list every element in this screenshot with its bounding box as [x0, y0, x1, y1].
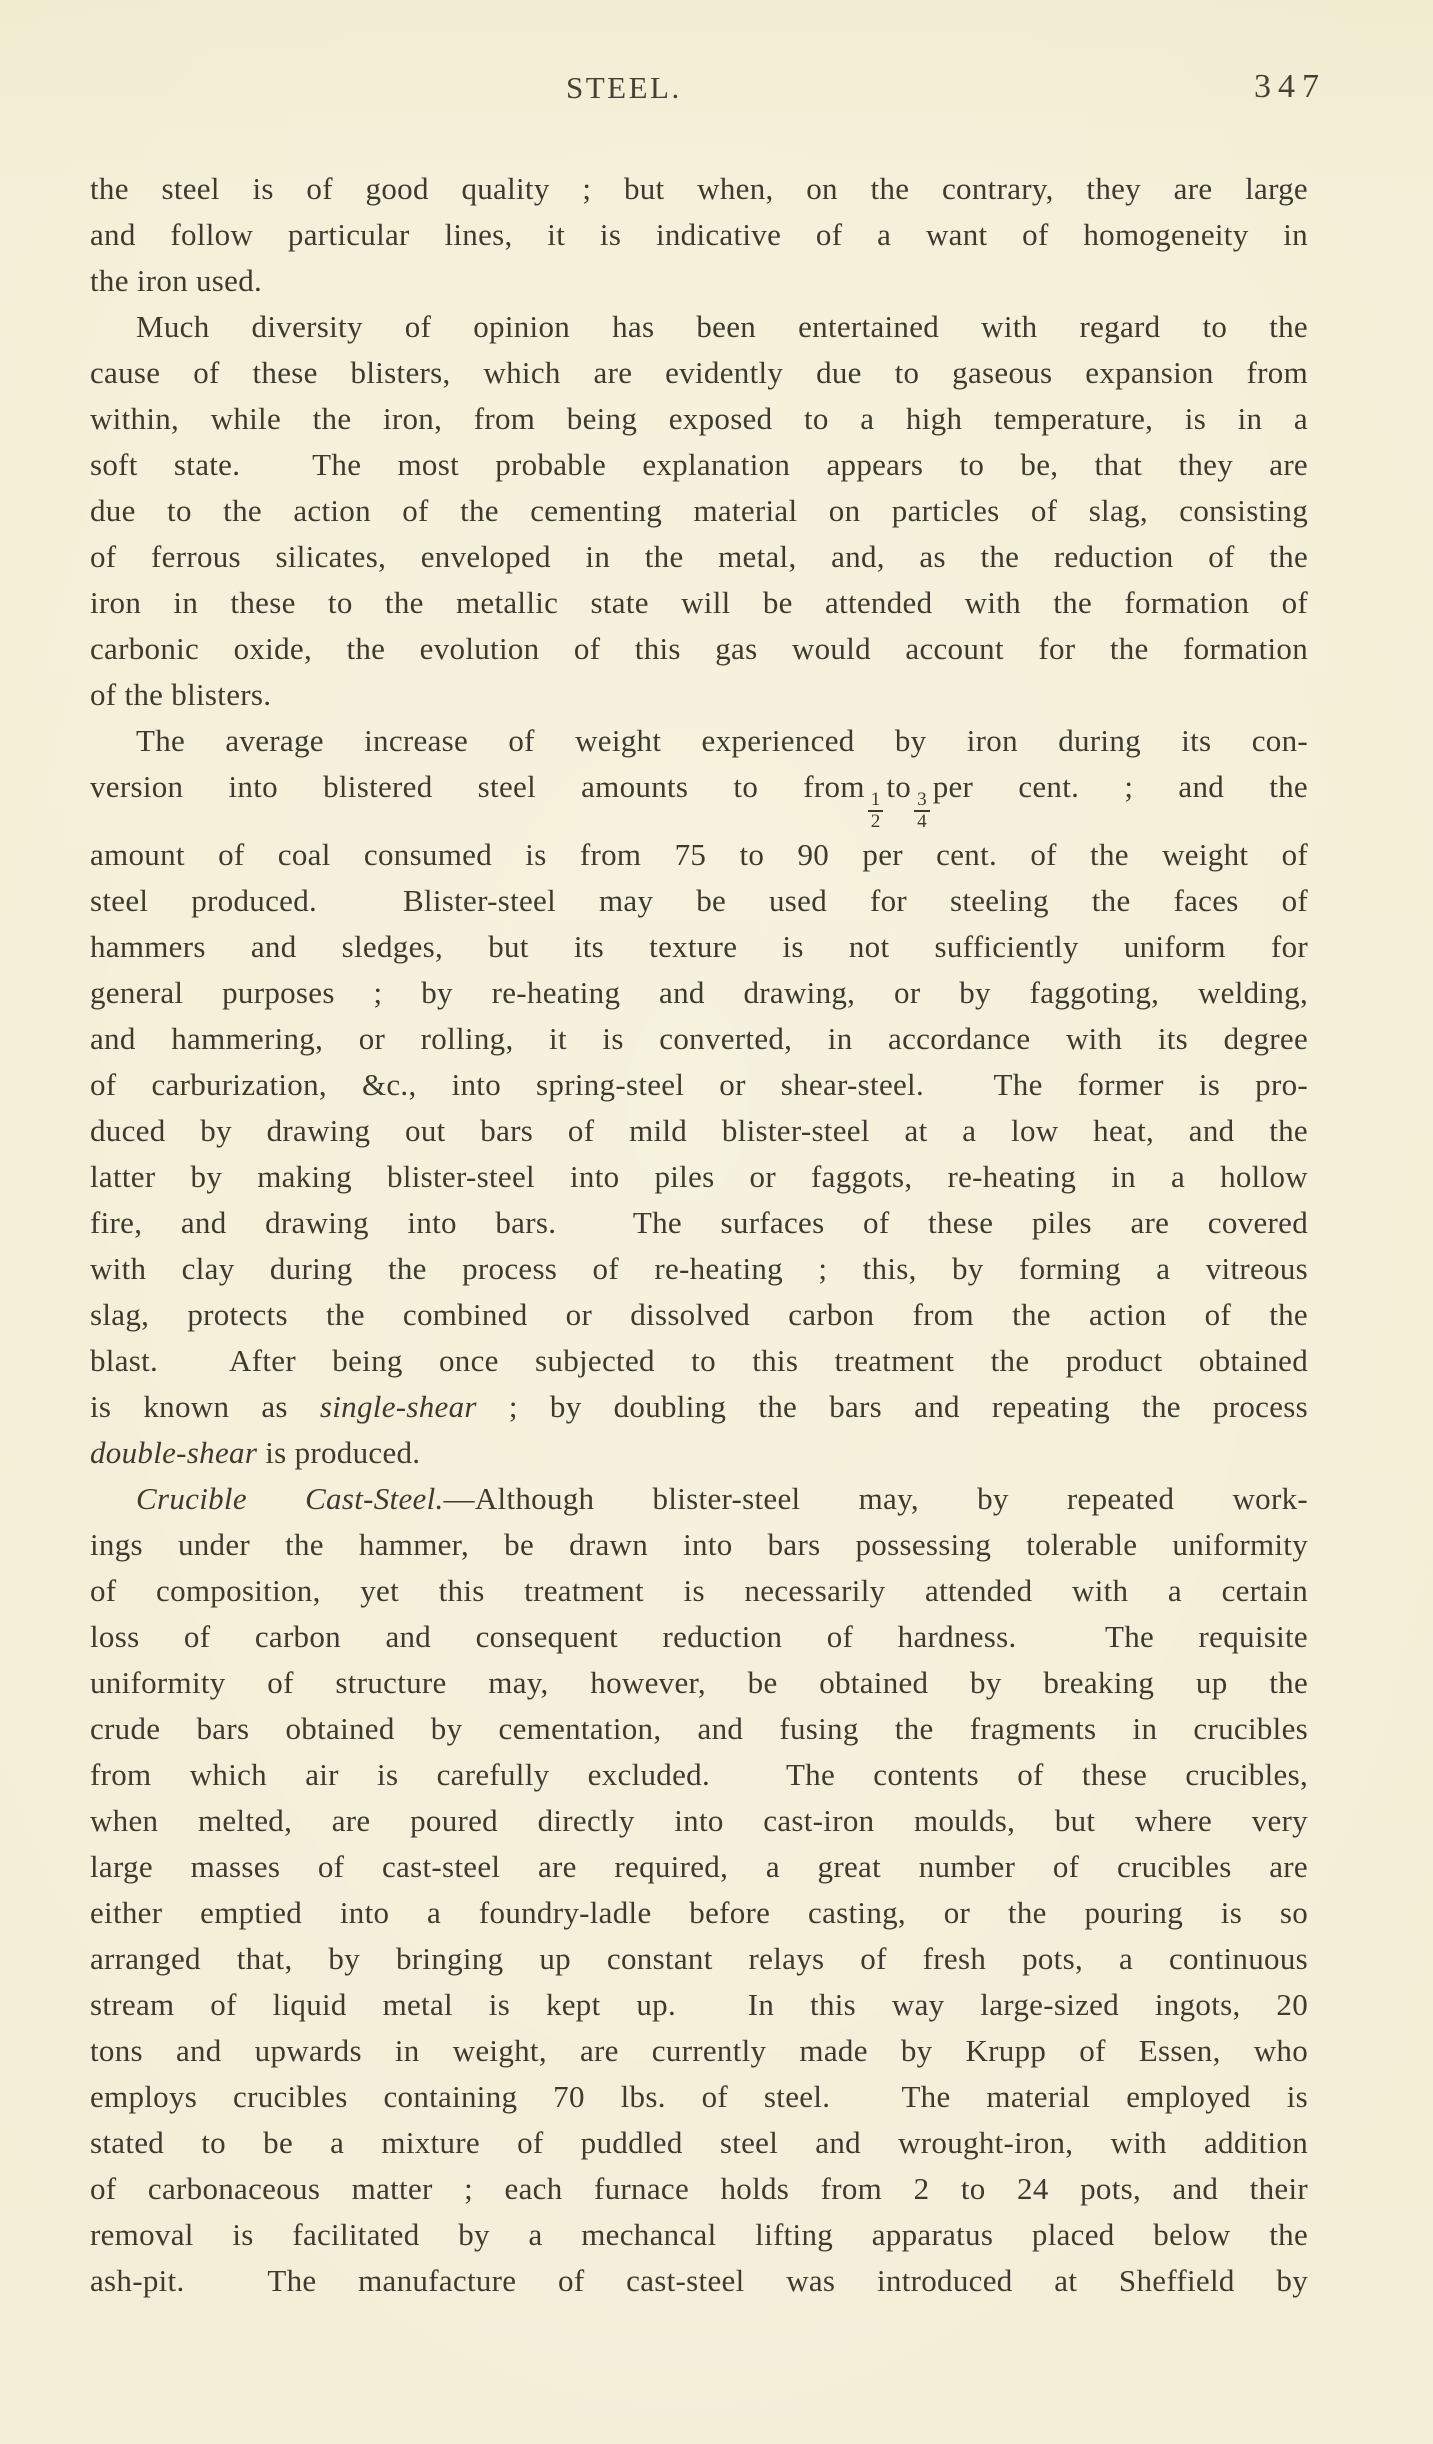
text-segment: large masses of cast-steel are required, a great number of crucibles are — [90, 1849, 1308, 1885]
text-segment: soft state. The most probable explanation appears to be, that they are — [90, 447, 1308, 482]
italic-text: double-shear — [90, 1435, 258, 1471]
text-segment: stream of liquid metal is kept up. In this way large-sized ingots, 20 — [90, 1987, 1308, 2023]
text-segment: and follow particular lines, it is indicative of a want of homogeneity in — [90, 217, 1308, 252]
stacked-fraction: $\frac{1}{2}$ — [868, 790, 884, 832]
text-segment: with clay during the process of re-heating ; this, by forming a vitreous — [90, 1251, 1308, 1287]
text-line — [90, 1706, 1308, 1752]
text-line — [90, 1844, 1308, 1890]
text-segment: of carbonaceous matter ; each furnace holds from 2 to 24 pots, and their — [90, 2171, 1308, 2207]
text-line — [90, 2028, 1308, 2074]
text-segment: to — [886, 769, 912, 804]
text-segment: Much diversity of opinion has been entertained with regard to the — [136, 309, 1308, 344]
text-line — [90, 350, 1308, 396]
text-line — [90, 1062, 1308, 1108]
body-text — [90, 166, 1308, 2304]
text-segment: crude bars obtained by cementation, and fusing the fragments in crucibles — [90, 1711, 1308, 1747]
text-segment: of carburization, &c., into spring-steel or shear-steel. The former is pro- — [90, 1067, 1308, 1103]
text-segment: stated to be a mixture of puddled steel and wrought-iron, with addition — [90, 2125, 1308, 2161]
text-segment: slag, protects the combined or dissolved carbon from the action of the — [90, 1297, 1308, 1333]
text-segment: from which air is carefully excluded. The contents of these crucibles, — [90, 1757, 1308, 1793]
text-segment: of ferrous silicates, enveloped in the metal, and, as the reduction of the — [90, 539, 1308, 574]
text-line — [90, 304, 1308, 350]
text-line — [90, 1660, 1308, 1706]
text-line — [90, 442, 1308, 488]
text-segment: loss of carbon and consequent reduction of hardness. The requisite — [90, 1619, 1308, 1655]
text-line — [90, 1476, 1308, 1522]
text-segment: the steel is of good quality ; but when, on the contrary, they are large — [90, 171, 1308, 206]
text-segment: of composition, yet this treatment is necessarily attended with a certain — [90, 1573, 1308, 1609]
text-segment: version into blistered steel amounts to from — [90, 769, 865, 804]
text-segment: when melted, are poured directly into cast-iron moulds, but where very — [90, 1803, 1308, 1839]
text-line — [90, 212, 1308, 258]
text-segment: steel produced. Blister-steel may be used for steeling the faces of — [90, 883, 1308, 919]
text-line — [90, 534, 1308, 580]
text-segment: removal is facilitated by a mechancal lifting apparatus placed below the — [90, 2217, 1308, 2253]
text-segment: within, while the iron, from being exposed to a high temperature, is in a — [90, 401, 1308, 436]
text-segment: employs crucibles containing 70 lbs. of steel. The material employed is — [90, 2079, 1308, 2115]
text-segment: iron in these to the metallic state will be attended with the formation of — [90, 585, 1308, 620]
text-line — [90, 764, 1308, 832]
text-segment: and hammering, or rolling, it is converted, in accordance with its degree — [90, 1021, 1308, 1057]
paragraph — [90, 1476, 1308, 2304]
text-line — [90, 580, 1308, 626]
text-line — [90, 1890, 1308, 1936]
text-segment: amount of coal consumed is from 75 to 90 per cent. of the weight of — [90, 837, 1308, 873]
text-segment: —Although blister-steel may, by repeated work- — [443, 1481, 1308, 1517]
text-segment: is known as — [90, 1389, 320, 1425]
text-line — [90, 1200, 1308, 1246]
text-line — [90, 1522, 1308, 1568]
text-segment: uniformity of structure may, however, be obtained by breaking up the — [90, 1665, 1308, 1701]
text-line — [90, 1338, 1308, 1384]
text-segment: ; by doubling the bars and repeating the process — [476, 1389, 1308, 1425]
paragraph — [90, 304, 1308, 718]
text-segment: hammers and sledges, but its texture is not sufficiently uniform for — [90, 929, 1308, 965]
text-segment: per cent. ; and the — [932, 769, 1308, 804]
text-line — [90, 1108, 1308, 1154]
text-line — [90, 166, 1308, 212]
text-line — [90, 2212, 1308, 2258]
text-segment: The average increase of weight experienced by iron during its con- — [136, 723, 1308, 758]
text-line — [90, 1982, 1308, 2028]
text-line — [90, 832, 1308, 878]
text-segment: duced by drawing out bars of mild blister-steel at a low heat, and the — [90, 1113, 1308, 1149]
text-line — [90, 1246, 1308, 1292]
text-line — [90, 1154, 1308, 1200]
text-line — [90, 2120, 1308, 2166]
text-segment: either emptied into a foundry-ladle before casting, or the pouring is so — [90, 1895, 1308, 1931]
text-line — [90, 1430, 1308, 1476]
text-line — [90, 970, 1308, 1016]
text-segment: the iron used. — [90, 263, 263, 298]
text-line — [90, 2166, 1308, 2212]
text-segment: latter by making blister-steel into piles or faggots, re-heating in a hollow — [90, 1159, 1308, 1195]
text-segment: arranged that, by bringing up constant relays of fresh pots, a continuous — [90, 1941, 1308, 1977]
paragraph — [90, 166, 1308, 304]
text-line — [90, 1614, 1308, 1660]
text-segment: ash-pit. The manufacture of cast-steel was introduced at Sheffield by — [90, 2263, 1308, 2299]
text-line — [90, 924, 1308, 970]
text-segment: is produced. — [257, 1435, 421, 1471]
text-line — [90, 1384, 1308, 1430]
text-segment: general purposes ; by re-heating and drawing, or by faggoting, welding, — [90, 975, 1308, 1011]
text-line — [90, 878, 1308, 924]
text-line — [90, 488, 1308, 534]
text-line — [90, 718, 1308, 764]
italic-text: single-shear — [319, 1389, 477, 1425]
running-header — [0, 70, 1433, 114]
text-segment: due to the action of the cementing material on particles of slag, consisting — [90, 493, 1308, 528]
paragraph — [90, 718, 1308, 1476]
text-segment: blast. After being once subjected to this treatment the product obtained — [90, 1343, 1308, 1379]
text-line — [90, 396, 1308, 442]
text-line — [90, 2258, 1308, 2304]
stacked-fraction: $\frac{3}{4}$ — [914, 790, 930, 832]
text-segment: ings under the hammer, be drawn into bars possessing tolerable uniformity — [90, 1527, 1308, 1563]
text-line — [90, 1752, 1308, 1798]
text-line — [90, 1936, 1308, 1982]
text-line — [90, 1016, 1308, 1062]
text-segment: of the blisters. — [90, 677, 272, 712]
text-line — [90, 626, 1308, 672]
text-segment: cause of these blisters, which are evidently due to gaseous expansion from — [90, 355, 1308, 390]
text-line — [90, 1798, 1308, 1844]
text-line — [90, 1568, 1308, 1614]
text-segment: carbonic oxide, the evolution of this gas would account for the formation — [90, 631, 1308, 666]
italic-text: Crucible Cast-Steel. — [136, 1481, 444, 1517]
page-title: STEEL. — [566, 70, 682, 105]
text-line — [90, 672, 1308, 718]
page-number: 347 — [1254, 68, 1326, 105]
text-segment: tons and upwards in weight, are currently made by Krupp of Essen, who — [90, 2033, 1308, 2069]
text-line — [90, 2074, 1308, 2120]
text-line — [90, 1292, 1308, 1338]
text-line — [90, 258, 1308, 304]
text-segment: fire, and drawing into bars. The surfaces of these piles are covered — [90, 1205, 1308, 1241]
